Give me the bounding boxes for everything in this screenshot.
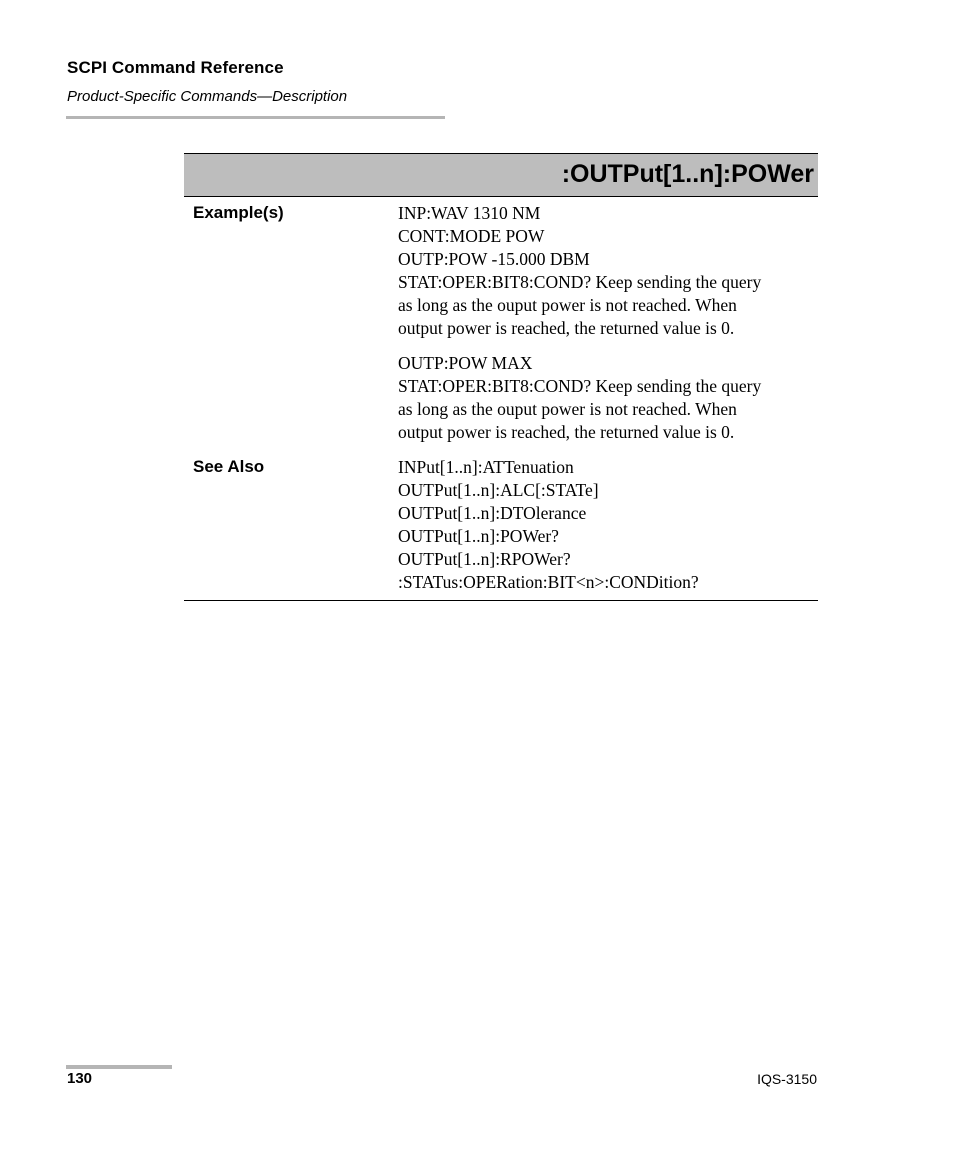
examples-label: Example(s) — [193, 203, 284, 222]
see-also-item: INPut[1..n]:ATTenuation — [398, 457, 574, 477]
see-also-item: OUTPut[1..n]:POWer? — [398, 526, 559, 546]
table-bottom-divider — [184, 600, 818, 601]
example-line: INP:WAV 1310 NM — [398, 203, 541, 223]
see-also-label: See Also — [193, 457, 265, 476]
examples-block-1 — [398, 202, 818, 340]
example-line: OUTP:POW MAX — [398, 353, 533, 373]
see-also-item: OUTPut[1..n]:RPOWer? — [398, 549, 571, 569]
example-line: output power is reached, the returned value is 0. — [398, 422, 735, 442]
example-line: STAT:OPER:BIT8:COND? Keep sending the query — [398, 376, 762, 396]
section-title: SCPI Command Reference — [67, 58, 284, 77]
command-title: :OUTPut[1..n]:POWer — [561, 160, 814, 188]
header-divider — [66, 116, 445, 119]
see-also-item: OUTPut[1..n]:DTOlerance — [398, 503, 587, 523]
see-also-item: :STATus:OPERation:BIT<n>:CONDition? — [398, 572, 699, 592]
page-number: 130 — [67, 1070, 93, 1087]
example-line: as long as the ouput power is not reached. When — [398, 295, 737, 315]
see-also-list — [398, 456, 818, 594]
product-name: IQS-3150 — [757, 1071, 817, 1087]
see-also-item: OUTPut[1..n]:ALC[:STATe] — [398, 480, 599, 500]
example-line: CONT:MODE POW — [398, 226, 545, 246]
section-subtitle: Product-Specific Commands—Description — [67, 88, 348, 105]
example-line: output power is reached, the returned value is 0. — [398, 318, 735, 338]
footer-divider — [66, 1065, 172, 1069]
example-line: as long as the ouput power is not reached. When — [398, 399, 737, 419]
command-header-bar — [184, 153, 818, 197]
example-line: OUTP:POW -15.000 DBM — [398, 249, 590, 269]
examples-block-2 — [398, 352, 818, 444]
example-line: STAT:OPER:BIT8:COND? Keep sending the query — [398, 272, 762, 292]
